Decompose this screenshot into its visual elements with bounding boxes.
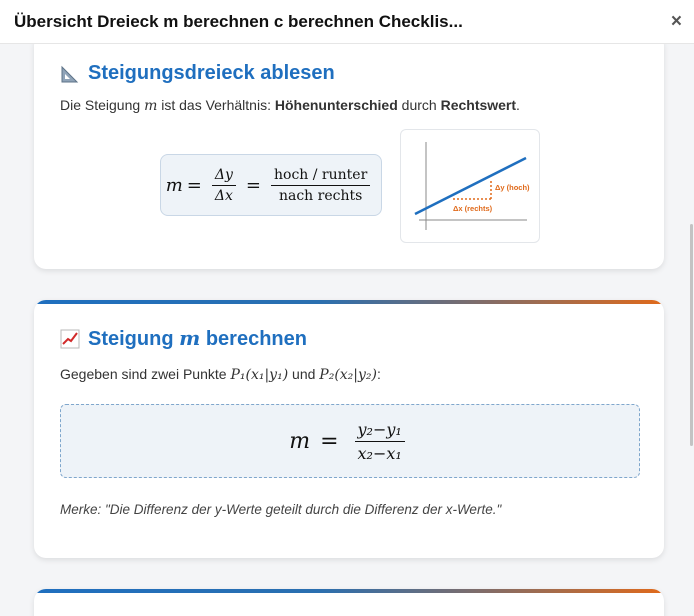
desc-text: Gegeben sind zwei Punkte <box>60 366 231 382</box>
slope-triangle-figure <box>400 129 540 243</box>
formula-m: m <box>289 428 311 454</box>
card-description <box>60 97 520 114</box>
card-accent-bar <box>34 300 664 304</box>
card-slope-triangle <box>34 44 664 269</box>
fraction-denominator: Δx <box>214 187 233 204</box>
point-p1: P₁(x₁|y₁) <box>230 367 289 383</box>
card-heading <box>60 326 307 351</box>
desc-text: : <box>377 366 381 382</box>
line-chart-icon <box>60 329 80 349</box>
fraction-numerator: hoch / runter <box>271 167 370 186</box>
slope-formula-box <box>60 404 640 478</box>
heading-part: berechnen <box>200 328 307 350</box>
heading-var-m: m <box>179 326 201 350</box>
fraction-numerator: Δy <box>212 167 236 186</box>
fraction-points <box>355 420 405 463</box>
point-p2: P₂(x₂|y₂) <box>319 367 377 383</box>
formula-m: m <box>165 174 183 196</box>
card-heading-text: Steigungsdreieck ablesen <box>88 62 335 84</box>
var-m: m <box>144 98 158 114</box>
card-heading <box>60 62 335 85</box>
content-area[interactable] <box>0 44 694 616</box>
formula-equals: = <box>186 174 202 196</box>
top-bar <box>0 0 694 44</box>
desc-bold-height: Höhenunterschied <box>274 97 398 113</box>
merke-note: Merke: "Die Differenz der y-Werte geteilt durch die Differenz der x-Werte." <box>60 502 502 517</box>
card-description <box>60 366 381 383</box>
card-slope-calc <box>34 300 664 558</box>
card-accent-bar <box>34 589 664 593</box>
card-heading-text <box>88 326 307 351</box>
scrollbar[interactable] <box>690 224 693 446</box>
fraction-denominator: x₂−x₁ <box>357 443 402 463</box>
card-next <box>34 589 664 616</box>
formula-equals: = <box>245 174 262 196</box>
label-dx: Δx (rechts) <box>453 204 493 213</box>
desc-text: durch <box>397 97 441 113</box>
heading-part: Steigung <box>88 328 180 350</box>
fraction-words <box>271 167 370 204</box>
fraction-delta <box>212 167 236 204</box>
desc-text: ist das Verhältnis: <box>157 97 275 113</box>
fraction-numerator: y₂−y₁ <box>355 420 405 442</box>
fraction-denominator: nach rechts <box>278 187 363 204</box>
desc-text: und <box>288 366 320 382</box>
formula-equals: = <box>320 428 339 454</box>
close-button[interactable]: × <box>670 11 682 32</box>
desc-text: . <box>516 97 520 113</box>
desc-text: Die Steigung <box>60 97 145 113</box>
desc-bold-right: Rechtswert <box>440 97 517 113</box>
triangle-ruler-icon <box>60 64 80 84</box>
page-title: Übersicht Dreieck m berechnen c berechnen Checklis... <box>14 12 463 31</box>
slope-formula-box <box>160 154 382 216</box>
label-dy: Δy (hoch) <box>495 183 530 192</box>
